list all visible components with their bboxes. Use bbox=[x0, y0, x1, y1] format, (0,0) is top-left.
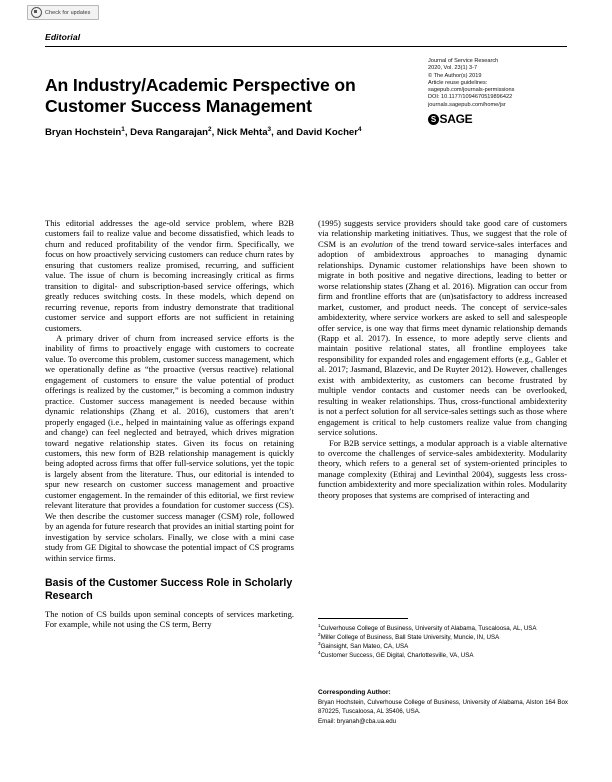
journal-metadata bbox=[428, 58, 568, 109]
affiliation-marker: 3 bbox=[318, 641, 321, 647]
journal-name: Journal of Service Research bbox=[428, 58, 499, 64]
permissions-url[interactable]: sagepub.com/journals-permissions bbox=[428, 87, 515, 94]
sage-mark-icon: S bbox=[428, 114, 439, 125]
corresponding-author-heading: Corresponding Author: bbox=[318, 689, 391, 696]
affiliation-text: Miller College of Business, Ball State University, Muncie, IN, USA bbox=[320, 634, 500, 642]
doi-line[interactable]: DOI: 10.1177/1094670519896422 bbox=[428, 94, 513, 101]
check-for-updates-label: Check for updates bbox=[45, 9, 91, 16]
paragraph: The notion of CS builds upon seminal concepts of services marketing. For example, while not using the CS term, Berry bbox=[45, 608, 294, 630]
running-head: Editorial bbox=[45, 32, 81, 42]
affiliation-item bbox=[318, 651, 568, 660]
paragraph: For B2B service settings, a modular approach is a viable alternative to overcome the challenges of service-sales ambidexterity. Modularity theory, which refers to a general set of system-oriented principles to manage complexity (Ethiraj and Levinthal 2004), suggests less cross-function ambidexterity and more specialization within roles. Modularity theory proposes that systems are comprised of interacting and bbox=[318, 437, 567, 500]
copyright-line: © The Author(s) 2019 bbox=[428, 72, 482, 79]
footnote-divider bbox=[318, 618, 408, 619]
body-column-right bbox=[318, 218, 567, 500]
paragraph: This editorial addresses the age-old service problem, where B2B customers fail to realize value and become dissatisfied, which leads to churn and reduced profitability of the vendor firm. Specifically, we focus on how proactively servicing customers can reduce churn rates by ensuring that customers realize promised, recurring, and sufficient value. The issue of churn is becoming increasingly critical as firms transition to digital- and subscription-based service offerings, which greatly reduces switching costs. In these models, which depend on recurring revenue, reports from industry demonstrate that traditional customer service and support efforts are not sufficient in retaining customers. bbox=[45, 218, 294, 333]
journal-volume-pages: 2020, Vol. 23(1) 3-7 bbox=[428, 65, 478, 72]
affiliation-marker: 4 bbox=[318, 650, 321, 656]
section-heading: Basis of the Customer Success Role in Scholarly Research bbox=[45, 576, 293, 603]
article-title: An Industry/Academic Perspective on Customer Success Management bbox=[45, 74, 356, 117]
affiliation-text: Customer Success, GE Digital, Charlottesville, VA, USA bbox=[320, 652, 474, 660]
affiliation-item bbox=[318, 642, 568, 651]
refresh-circle-icon bbox=[31, 7, 42, 18]
sage-wordmark: SAGE bbox=[439, 112, 473, 126]
corresponding-author-address: Bryan Hochstein, Culverhouse College of Business, University of Alabama, Alston 164 Box 870225, Tuscaloosa, AL 35406, USA. bbox=[318, 699, 568, 716]
affiliation-item bbox=[318, 633, 568, 642]
header-divider bbox=[45, 46, 567, 47]
affiliation-list bbox=[318, 624, 568, 660]
paragraph: A primary driver of churn from increased service efforts is the inability of firms to proactively engage with customers to cocreate value. To overcome this problem, customer success management, which we operationally define as “the proactive (versus reactive) relational engagement of customers to ensure the value potential of product offerings is realized by the customer,” is becoming a common industry practice. Customer success management is needed because within dynamic relationships (Zhang et al. 2016), customers that aren’t properly engaged (i.e., helped in maintaining value as offerings expand and change) can feel neglected and betrayed, which drives migration toward negative relationship states. Given its focus on retaining customers, this new form of B2B relationship management is quickly being adopted across firms that offer full-service solutions, yet the topic is largely absent from the literature. Thus, our editorial is intended to spur new research on customer success management and proactive customer engagement. In the remainder of this editorial, we first review relevant literature that provides a foundation for customer success (CS). We then describe the customer success manager (CSM) role, followed by an agenda for future research that provides an initial starting point for investigation by service scholars. Finally, we close with a mini case study from GE Digital to showcase the potential impact of CS programs within service firms. bbox=[45, 332, 294, 563]
corresponding-author-email[interactable]: Email: bryanah@cba.ua.edu bbox=[318, 717, 397, 725]
body-column-left bbox=[45, 218, 294, 630]
reuse-guidelines-label: Article reuse guidelines: bbox=[428, 79, 488, 86]
affiliation-text: Culverhouse College of Business, University of Alabama, Tuscaloosa, AL, USA bbox=[320, 625, 537, 632]
affiliation-text: Gainsight, San Mateo, CA, USA bbox=[320, 643, 409, 651]
journal-home-url[interactable]: journals.sagepub.com/home/jsr bbox=[428, 101, 506, 108]
affiliation-item bbox=[318, 624, 568, 633]
check-for-updates-badge[interactable] bbox=[27, 5, 99, 20]
sage-logo bbox=[428, 112, 472, 126]
paragraph: (1995) suggests service providers should take good care of customers via relationship marketing initiatives. Thus, we suggest that the role of CSM is an evolution of the trend toward service-sales interfaces and adoption of ambidextrous approaches to managing dynamic relationships. Dynamic customer relationships have been shown to migrate in both positive and negative directions, leading to better or worse relationship states (Zhang et al. 2016). Migration can occur from firm and frontline efforts that are (un)satisfactory to address increased market, customer, and product needs. The concept of service-sales ambidexterity, where service workers are asked to sell and salespeople offer service, is one way that firms meet dynamic relationship demands (Rapp et al. 2017). In essence, to more adeptly serve clients and maintain positive relational states, all frontline employees take responsibility for expanded roles and engagement efforts (e.g., Gabler et al. 2017; Jasmand, Blazevic, and De Ruyter 2012). However, challenges exist with ambidexterity, as customers can become frustrated by multiple vendor contacts and customer needs can be overlooked, resulting in weaker relationships. Thus, cross-functional ambidexterity is not a perfect solution for all service-sales settings such as those where engagement is critical to help customers realize value from changing service solutions. bbox=[318, 218, 568, 438]
affiliation-marker: 1 bbox=[318, 622, 321, 628]
affiliation-marker: 2 bbox=[318, 632, 321, 638]
corresponding-author-block bbox=[318, 688, 568, 726]
author-list: Bryan Hochstein$^1$, Deva Rangarajan$^2$, Nick Mehta$^3$, and David Kocher$^4$ bbox=[45, 125, 362, 138]
